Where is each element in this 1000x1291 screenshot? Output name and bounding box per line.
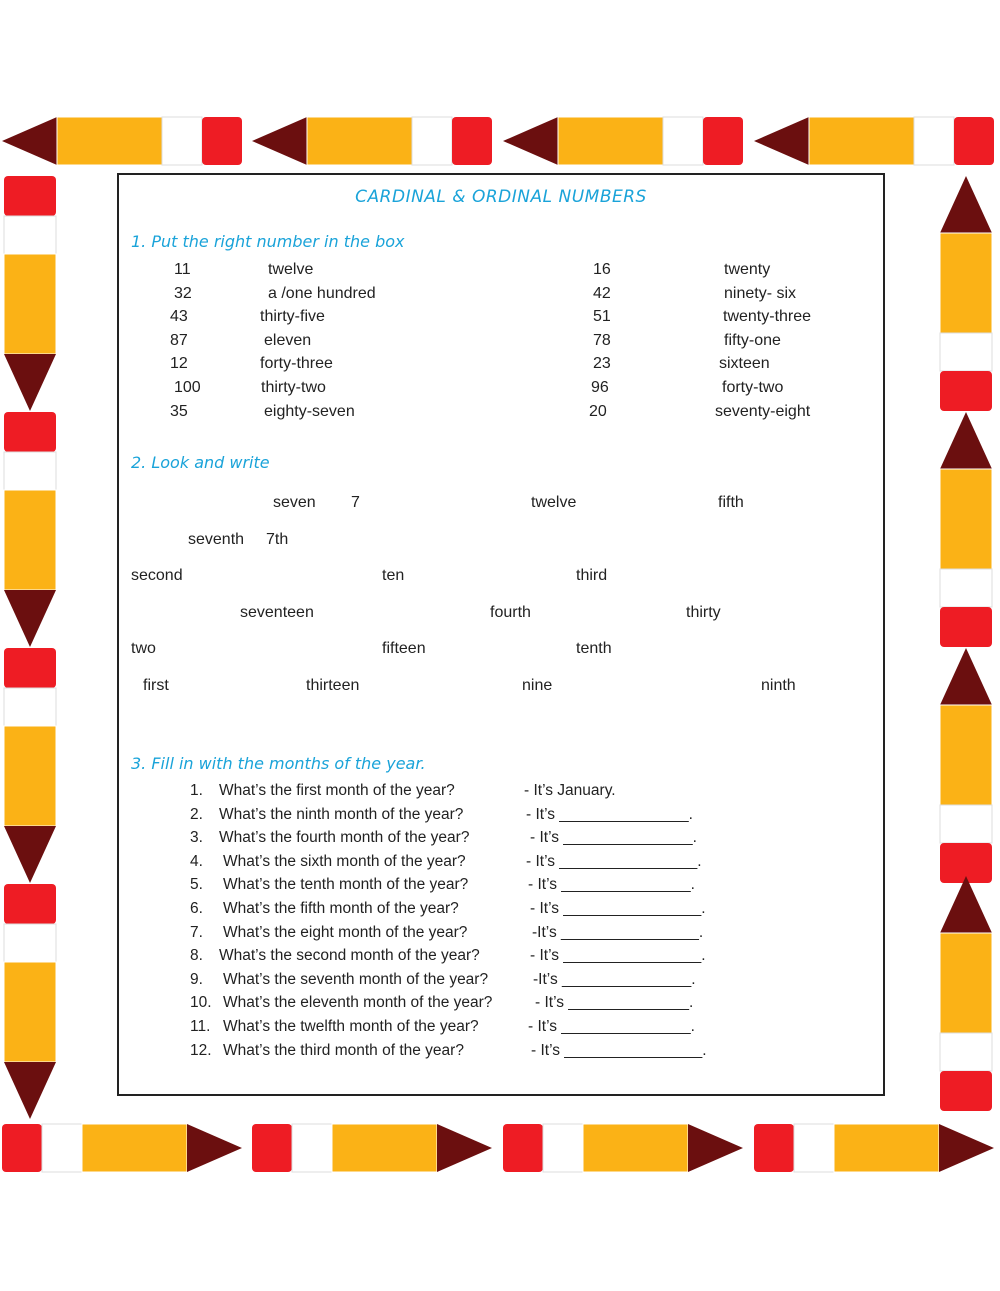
month-question-row [119, 971, 883, 993]
month-question-row [119, 1042, 883, 1064]
answer-blank[interactable]: - It’s _______________. [528, 1018, 695, 1035]
month-question-row [119, 924, 883, 946]
s1-left-number: 100 [174, 379, 201, 396]
s1-right-number: 16 [593, 261, 611, 278]
s1-left-number: 43 [170, 308, 188, 325]
month-question-row [119, 1018, 883, 1040]
s2-word: nine [522, 677, 553, 694]
page-title: CARDINAL & ORDINAL NUMBERS [355, 187, 647, 207]
question-text: What’s the tenth month of the year? [223, 876, 469, 894]
question-text: What’s the twelfth month of the year? [223, 1018, 479, 1035]
question-number: 9. [190, 970, 203, 988]
s1-right-number: 42 [593, 285, 611, 302]
s1-right-number: 96 [591, 379, 609, 396]
month-question-row [119, 876, 883, 898]
question-number: 11. [190, 1018, 211, 1035]
s2-word: fourth [490, 604, 531, 621]
answer-blank[interactable]: -It’s _______________. [533, 970, 696, 988]
month-question-row [119, 806, 883, 828]
s2-word: 7 [351, 494, 360, 511]
month-question-row [119, 853, 883, 875]
s2-word: fifteen [382, 640, 426, 657]
s2-word: 7th [266, 531, 289, 548]
answer-blank[interactable]: - It’s ________________. [531, 1041, 707, 1059]
s1-left-word: forty-three [260, 355, 333, 372]
question-number: 5. [190, 876, 203, 894]
s1-left-word: eleven [264, 332, 312, 349]
s2-word: thirteen [306, 677, 360, 694]
answer-blank[interactable]: - It’s ________________. [530, 900, 706, 917]
s1-left-word: twelve [268, 261, 314, 278]
question-text: What’s the seventh month of the year? [223, 970, 489, 988]
answer-blank[interactable]: - It’s ________________. [526, 852, 702, 870]
answer-blank[interactable]: - It’s ______________. [535, 994, 694, 1012]
question-text: What’s the first month of the year? [219, 782, 455, 799]
s1-right-word: twenty-three [723, 308, 812, 325]
question-number: 10. [190, 994, 212, 1012]
question-number: 8. [190, 947, 203, 965]
s1-right-number: 78 [593, 332, 611, 349]
question-number: 3. [190, 829, 203, 847]
question-number: 4. [190, 852, 203, 870]
s1-left-number: 32 [174, 285, 192, 302]
s1-left-number: 11 [174, 261, 191, 278]
s1-right-word: twenty [724, 261, 771, 278]
question-text: What’s the eleventh month of the year? [223, 994, 493, 1012]
s1-left-word: eighty-seven [264, 403, 355, 420]
s2-word: tenth [576, 640, 612, 657]
s1-left-word: thirty-five [260, 308, 325, 325]
section2-heading: 2. Look and write [131, 453, 270, 472]
question-text: What’s the third month of the year? [223, 1041, 464, 1059]
s1-right-number: 23 [593, 355, 611, 372]
s2-word: seven [273, 494, 316, 511]
s1-right-word: fifty-one [724, 332, 781, 349]
s2-word: thirty [686, 604, 721, 621]
s1-right-number: 51 [593, 308, 611, 325]
s2-word: seventeen [240, 604, 314, 621]
s1-right-word: seventy-eight [715, 403, 811, 420]
s2-word: first [143, 677, 169, 694]
s2-word: two [131, 640, 156, 657]
s1-right-word: sixteen [719, 355, 770, 372]
s1-left-number: 87 [170, 332, 188, 349]
question-text: What’s the ninth month of the year? [219, 805, 464, 823]
worksheet-panel [117, 173, 885, 1096]
question-text: What’s the second month of the year? [219, 947, 480, 965]
s2-word: fifth [718, 494, 744, 511]
month-question-row [119, 994, 883, 1016]
question-number: 1. [190, 782, 203, 799]
s2-word: twelve [531, 494, 577, 511]
s1-right-word: ninety- six [724, 285, 797, 302]
month-question-row [119, 829, 883, 851]
s2-word: ten [382, 567, 405, 584]
s2-word: third [576, 567, 608, 584]
s2-word: second [131, 567, 183, 584]
s1-right-word: forty-two [722, 379, 784, 396]
question-number: 6. [190, 900, 203, 917]
answer-blank[interactable]: - It’s _______________. [528, 876, 695, 894]
answer-blank[interactable]: - It’s _______________. [530, 829, 697, 847]
question-number: 12. [190, 1041, 212, 1059]
s1-left-word: a /one hundred [268, 285, 376, 302]
s1-right-number: 20 [589, 403, 607, 420]
s2-word: ninth [761, 677, 796, 694]
s2-word: seventh [188, 531, 245, 548]
month-question-row [119, 782, 883, 804]
answer-blank[interactable]: - It’s ________________. [530, 947, 706, 965]
question-text: What’s the sixth month of the year? [223, 852, 466, 870]
answer-blank[interactable]: - It’s January. [524, 782, 616, 799]
s1-left-number: 12 [170, 355, 188, 372]
question-text: What’s the eight month of the year? [223, 923, 468, 941]
question-number: 2. [190, 805, 203, 823]
section1-heading: 1. Put the right number in the box [131, 232, 405, 251]
answer-blank[interactable]: -It’s ________________. [532, 923, 704, 941]
question-text: What’s the fifth month of the year? [223, 900, 459, 917]
month-question-row [119, 900, 883, 922]
question-number: 7. [190, 923, 203, 941]
s1-left-number: 35 [170, 403, 188, 420]
answer-blank[interactable]: - It’s _______________. [526, 805, 693, 823]
s1-left-word: thirty-two [261, 379, 326, 396]
question-text: What’s the fourth month of the year? [219, 829, 470, 847]
month-question-row [119, 947, 883, 969]
section3-heading: 3. Fill in with the months of the year. [131, 754, 426, 773]
